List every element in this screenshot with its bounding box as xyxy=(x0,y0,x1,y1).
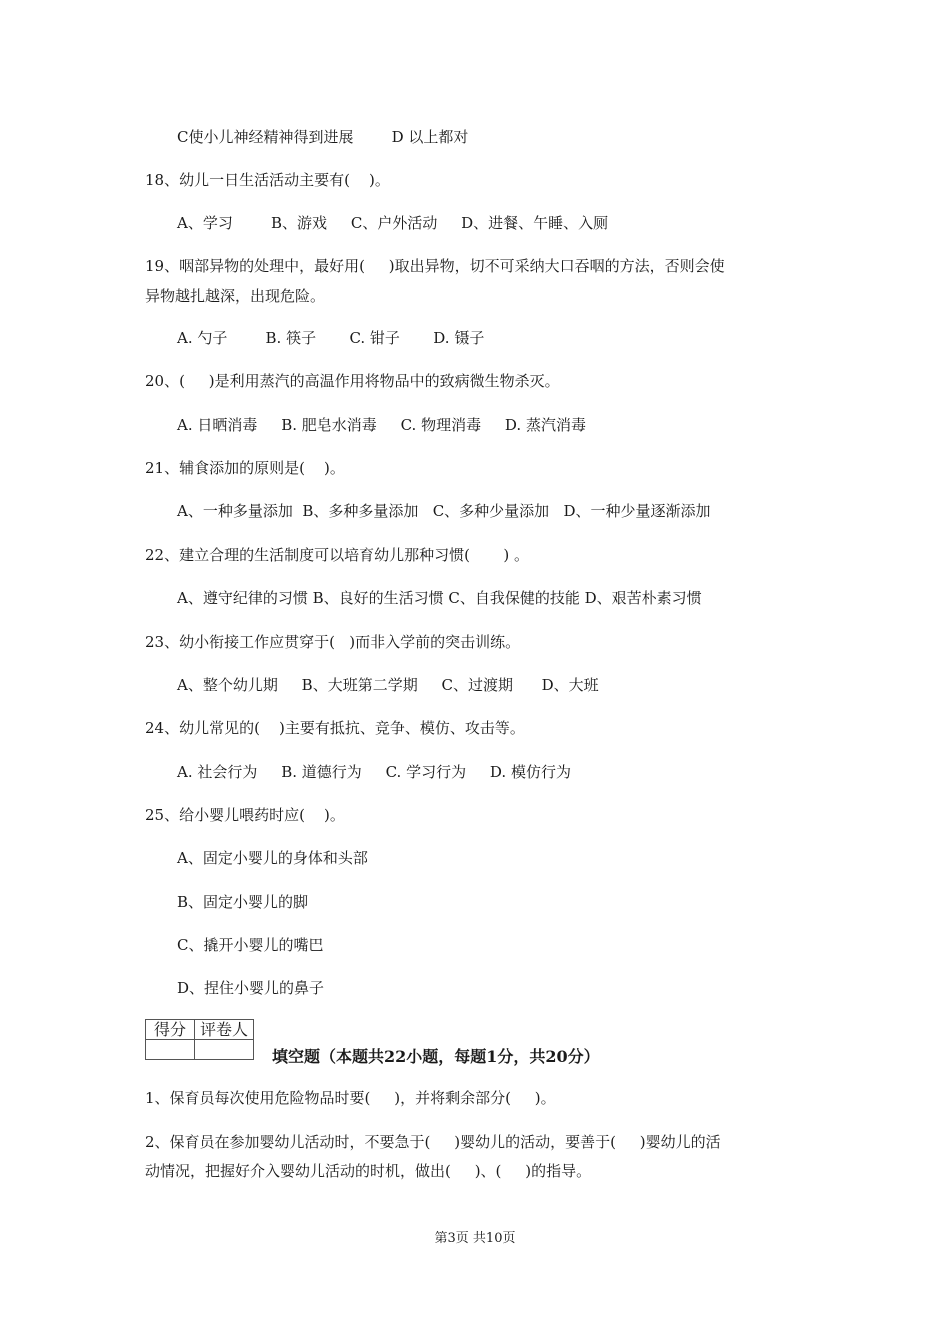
question-25: 25、给小婴儿喂药时应( )。 xyxy=(145,806,345,824)
question-20-options: A. 日晒消毒 B. 肥皂水消毒 C. 物理消毒 D. 蒸汽消毒 xyxy=(177,416,586,434)
grader-cell xyxy=(195,1040,254,1060)
question-18: 18、幼儿一日生活活动主要有( )。 xyxy=(145,171,390,189)
question-21-options: A、一种多量添加 B、多种多量添加 C、多种少量添加 D、一种少量逐渐添加 xyxy=(177,502,711,520)
fill-question-2-cont: 动情况，把握好介入婴幼儿活动的时机，做出( )、( )的指导。 xyxy=(145,1162,592,1180)
grader-header: 评卷人 xyxy=(195,1020,254,1040)
question-line: C使小儿神经精神得到进展 D 以上都对 xyxy=(177,128,469,146)
question-19-cont: 异物越扎越深，出现危险。 xyxy=(145,287,326,305)
question-23: 23、幼小衔接工作应贯穿于( )而非入学前的突击训练。 xyxy=(145,633,521,651)
question-25-option-b: B、固定小婴儿的脚 xyxy=(177,893,309,911)
score-table xyxy=(145,1019,254,1060)
question-22-options: A、遵守纪律的习惯 B、良好的生活习惯 C、自我保健的技能 D、艰苦朴素习惯 xyxy=(177,589,702,607)
question-19: 19、咽部异物的处理中，最好用( )取出异物，切不可采纳大口吞咽的方法，否则会使 xyxy=(145,257,725,275)
question-22: 22、建立合理的生活制度可以培育幼儿那种习惯( ) 。 xyxy=(145,546,529,564)
question-25-option-a: A、固定小婴儿的身体和头部 xyxy=(177,849,368,867)
question-19-options: A. 勺子 B. 筷子 C. 钳子 D. 镊子 xyxy=(177,329,485,347)
question-18-options: A、学习 B、游戏 C、户外活动 D、进餐、午睡、入厕 xyxy=(177,214,609,232)
question-24: 24、幼儿常见的( )主要有抵抗、竞争、模仿、攻击等。 xyxy=(145,719,525,737)
section-title: 填空题（本题共22小题，每题1分，共20分） xyxy=(272,1047,600,1066)
question-24-options: A. 社会行为 B. 道德行为 C. 学习行为 D. 模仿行为 xyxy=(177,763,571,781)
question-25-option-d: D、捏住小婴儿的鼻子 xyxy=(177,979,325,997)
question-25-option-c: C、撬开小婴儿的嘴巴 xyxy=(177,936,324,954)
fill-question-1: 1、保育员每次使用危险物品时要( )，并将剩余部分( )。 xyxy=(145,1089,556,1107)
score-header: 得分 xyxy=(146,1020,195,1040)
page-footer: 第3页 共10页 xyxy=(434,1231,516,1246)
question-23-options: A、整个幼儿期 B、大班第二学期 C、过渡期 D、大班 xyxy=(177,676,599,694)
score-cell xyxy=(146,1040,195,1060)
question-20: 20、( )是利用蒸汽的高温作用将物品中的致病微生物杀灭。 xyxy=(145,372,560,390)
fill-question-2: 2、保育员在参加婴幼儿活动时，不要急于( )婴幼儿的活动，要善于( )婴幼儿的活 xyxy=(145,1133,721,1151)
question-21: 21、辅食添加的原则是( )。 xyxy=(145,459,345,477)
